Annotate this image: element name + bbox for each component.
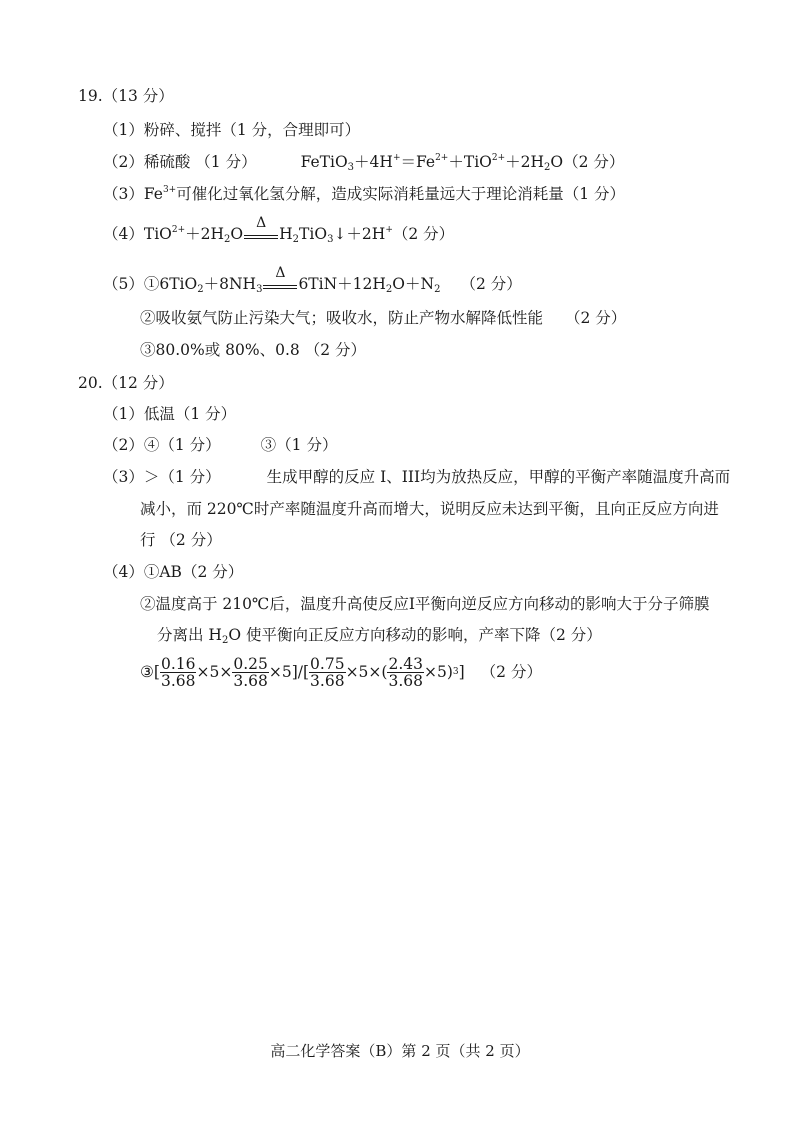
q20-header: 20.（12 分） bbox=[78, 374, 174, 392]
heating-condition-arrow: Δ bbox=[244, 225, 278, 245]
q20-answer-4-3-formula: ③ [ $\frac{0.16}{3.68}$ ×5× $\frac{0.25}{3.68}$ ×5] / [ $\frac{0.75}{3.68}$ ×5×( $\frac{2.43}{3.68}$ ×5) 3 ] （2 分） bbox=[140, 654, 542, 690]
q19-answer-5-2: ②吸收氨气防止污染大气；吸收水，防止产物水解降低性能 （2 分） bbox=[140, 309, 627, 327]
q20-answer-2: （2）④（1 分） ③（1 分） bbox=[103, 436, 338, 454]
fraction: $\frac{0.75}{3.68}$ bbox=[310, 654, 345, 690]
q20-answer-4-1: （4）①AB（2 分） bbox=[103, 563, 244, 581]
q20-answer-4-2: ②温度高于 210℃后，温度升高使反应I平衡向逆反应方向移动的影响大于分子筛膜 bbox=[140, 595, 710, 613]
fraction: $\frac{2.43}{3.68}$ bbox=[388, 654, 423, 690]
heating-condition-arrow: Δ bbox=[263, 275, 297, 295]
q19-answer-4: $(4)TiO^{2+}+2H_2O$ Δ $H_2TiO_3↓+2H^+(2$ 分） bbox=[103, 215, 455, 245]
q19-answer-1: （1）粉碎、搅拌（1 分，合理即可） bbox=[103, 121, 361, 139]
fraction: $\frac{0.16}{3.68}$ bbox=[160, 654, 196, 690]
q19-answer-3: $(3)Fe^{3+}$可催化过氧化氢分解，造成实际消耗量远大于理论消耗量（1 分） bbox=[103, 185, 626, 203]
q20-answer-3: （3）＞（1 分） 生成甲醇的反应 I、III均为放热反应，甲醇的平衡产率随温度升高而 bbox=[103, 468, 731, 486]
q19-2-equation: $FeTiO_3+4H^+=Fe^{2+}+TiO^{2+}+2H_2O(2$ 分） bbox=[300, 153, 625, 173]
q19-2-acid: （2）稀硫酸 （1 分） bbox=[103, 153, 257, 171]
q20-answer-4-2-cont: 分离出 $H_2O$ 使平衡向正反应方向移动的影响，产率下降（2 分） bbox=[157, 626, 602, 646]
q19-header: 19.（13 分） bbox=[78, 87, 174, 105]
page-footer: 高二化学答案（B）第 2 页（共 2 页） bbox=[270, 1042, 530, 1060]
q19-answer-5-3: ③80.0%或 80%、0.8 （2 分） bbox=[140, 341, 366, 359]
q19-answer-2 bbox=[103, 152, 624, 172]
q19-answer-5-1: $(5)①6TiO_2+8NH_3$ Δ $6TiN+12H_2O+N_2$ （2 分） bbox=[103, 265, 522, 295]
q20-answer-3-end: 行 （2 分） bbox=[140, 531, 222, 549]
q20-answer-3-cont: 减小，而 220℃时产率随温度升高而增大，说明反应未达到平衡，且向正反应方向进 bbox=[140, 500, 719, 518]
fraction: $\frac{0.25}{3.68}$ bbox=[233, 654, 268, 690]
q20-answer-1: （1）低温（1 分） bbox=[103, 405, 237, 423]
